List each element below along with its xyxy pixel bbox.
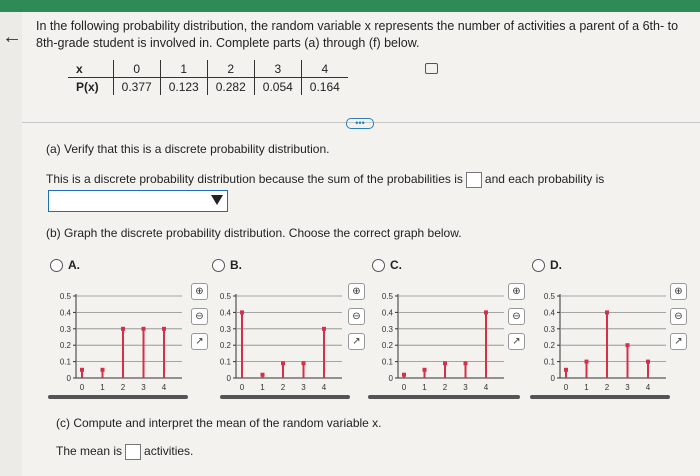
y-tick-label: 0.2 — [59, 341, 71, 351]
zoom-out-icon[interactable]: ⊖ — [191, 308, 208, 325]
part-a-text-after: and each probability is — [484, 172, 605, 187]
radio-d[interactable] — [532, 259, 545, 272]
p-header: P(x) — [76, 79, 99, 94]
radio-c[interactable] — [372, 259, 385, 272]
y-tick-label: 0.4 — [381, 308, 393, 318]
sum-answer-box[interactable] — [466, 172, 482, 188]
y-tick-label: 0.4 — [219, 308, 231, 318]
x-tick-label: 2 — [280, 383, 286, 392]
part-a-sentence — [46, 172, 604, 188]
graph-a-tools — [191, 283, 208, 350]
x-tick-label: 3 — [141, 383, 146, 392]
x-tick-label: 1 — [260, 383, 265, 392]
option-c-label: C. — [390, 258, 402, 272]
x-tick-label: 0 — [79, 383, 85, 392]
x-tick-label: 4 — [161, 383, 167, 392]
zoom-in-icon[interactable]: ⊕ — [508, 283, 525, 300]
x-tick-label: 0 — [563, 383, 569, 392]
option-d-label: D. — [550, 258, 562, 272]
x-tick-label: 4 — [321, 383, 327, 392]
probability-condition-dropdown[interactable] — [48, 190, 228, 212]
y-tick-label: 0.3 — [219, 324, 231, 334]
y-tick-label: 0.3 — [59, 324, 71, 334]
x-tick-label: 0 — [401, 383, 407, 392]
x-header: x — [68, 60, 113, 78]
expand-icon[interactable]: ↗ — [191, 333, 208, 350]
top-bar — [0, 0, 700, 12]
p-cell: 0.282 — [207, 78, 254, 96]
radio-b[interactable] — [212, 259, 225, 272]
expand-ellipsis-button[interactable]: ••• — [346, 118, 374, 129]
x-tick-label: 1 — [100, 383, 105, 392]
p-cell: 0.054 — [254, 78, 301, 96]
copy-table-icon[interactable] — [425, 63, 438, 74]
x-cell: 0 — [113, 60, 160, 78]
zoom-out-icon[interactable]: ⊖ — [508, 308, 525, 325]
part-c-sentence — [56, 444, 193, 460]
part-c-title: (c) Compute and interpret the mean of the random variable x. — [56, 416, 382, 430]
x-cell: 2 — [207, 60, 254, 78]
y-tick-label: 0 — [550, 374, 555, 383]
graph-c-scrollbar[interactable] — [368, 395, 520, 399]
graph-d-scrollbar[interactable] — [530, 395, 670, 399]
option-a[interactable] — [50, 258, 80, 272]
y-tick-label: 0.5 — [381, 292, 393, 301]
y-tick-label: 0.4 — [543, 308, 555, 318]
graph-b-tools — [348, 283, 365, 350]
option-b[interactable] — [212, 258, 242, 272]
x-tick-label: 2 — [442, 383, 448, 392]
y-tick-label: 0.2 — [219, 341, 231, 351]
dropdown-arrow-icon — [211, 195, 223, 205]
expand-icon[interactable]: ↗ — [670, 333, 687, 350]
y-tick-label: 0.1 — [381, 357, 393, 367]
y-tick-label: 0.1 — [219, 357, 231, 367]
zoom-in-icon[interactable]: ⊕ — [348, 283, 365, 300]
option-d[interactable] — [532, 258, 562, 272]
zoom-out-icon[interactable]: ⊖ — [348, 308, 365, 325]
zoom-in-icon[interactable]: ⊕ — [670, 283, 687, 300]
option-a-label: A. — [68, 258, 80, 272]
y-tick-label: 0 — [66, 374, 71, 383]
y-tick-label: 0.3 — [543, 324, 555, 334]
y-tick-label: 0.2 — [543, 341, 555, 351]
x-tick-label: 2 — [120, 383, 126, 392]
mean-answer-box[interactable] — [125, 444, 141, 460]
x-tick-label: 3 — [463, 383, 468, 392]
graph-c-tools — [508, 283, 525, 350]
x-cell: 4 — [301, 60, 348, 78]
option-c[interactable] — [372, 258, 402, 272]
y-tick-label: 0.5 — [543, 292, 555, 301]
y-tick-label: 0.5 — [219, 292, 231, 301]
radio-a[interactable] — [50, 259, 63, 272]
p-cell: 0.164 — [301, 78, 348, 96]
graph-a-scrollbar[interactable] — [48, 395, 188, 399]
y-tick-label: 0.4 — [59, 308, 71, 318]
expand-icon[interactable]: ↗ — [508, 333, 525, 350]
y-tick-label: 0.1 — [543, 357, 555, 367]
back-arrow-icon[interactable]: ← — [2, 26, 22, 48]
zoom-in-icon[interactable]: ⊕ — [191, 283, 208, 300]
question-intro: In the following probability distribution, the random variable x represents the number of activities a parent of a 6th- to 8th-grade student is involved in. Complete parts (a) through (f) below. — [36, 19, 679, 50]
part-c-text-after: activities. — [144, 444, 194, 459]
part-c-text-before: The mean is — [56, 444, 123, 459]
part-b-title: (b) Graph the discrete probability distribution. Choose the correct graph below. — [46, 226, 462, 240]
x-cell: 1 — [160, 60, 207, 78]
graph-d-tools — [670, 283, 687, 350]
graph-b-scrollbar[interactable] — [220, 395, 350, 399]
y-tick-label: 0.5 — [59, 292, 71, 301]
y-tick-label: 0 — [388, 374, 393, 383]
expand-icon[interactable]: ↗ — [348, 333, 365, 350]
zoom-out-icon[interactable]: ⊖ — [670, 308, 687, 325]
y-tick-label: 0.2 — [381, 341, 393, 351]
part-a-text-before: This is a discrete probability distribution because the sum of the probabilities is — [46, 172, 463, 187]
p-cell: 0.377 — [113, 78, 160, 96]
x-tick-label: 1 — [422, 383, 427, 392]
x-tick-label: 4 — [645, 383, 651, 392]
x-tick-label: 3 — [301, 383, 306, 392]
p-cell: 0.123 — [160, 78, 207, 96]
option-b-label: B. — [230, 258, 242, 272]
x-tick-label: 4 — [483, 383, 489, 392]
x-tick-label: 2 — [604, 383, 610, 392]
probability-table — [68, 60, 348, 95]
part-a-title: (a) Verify that this is a discrete probability distribution. — [46, 142, 330, 156]
x-tick-label: 0 — [239, 383, 245, 392]
y-tick-label: 0.1 — [59, 357, 71, 367]
x-tick-label: 3 — [625, 383, 630, 392]
x-tick-label: 1 — [584, 383, 589, 392]
y-tick-label: 0.3 — [381, 324, 393, 334]
x-cell: 3 — [254, 60, 301, 78]
y-tick-label: 0 — [226, 374, 231, 383]
